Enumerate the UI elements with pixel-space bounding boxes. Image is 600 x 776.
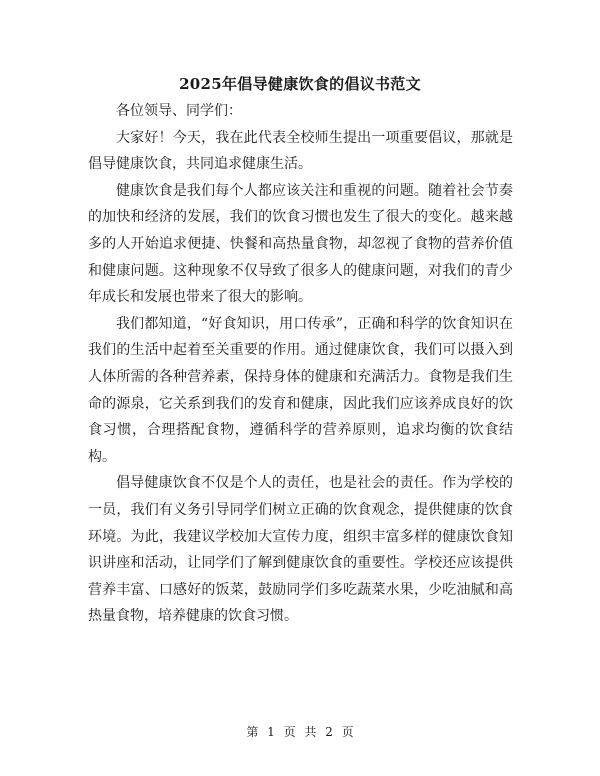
- body-paragraph: 我们都知道，“好食知识，用口传承”，正确和科学的饮食知识在我们的生活中起着至关重要的作用。通过健康饮食，我们可以摄入到人体所需的各种营养素，保持身体的健康和充满活力。食物是我们生命的源泉，它关系到我们的发育和健康，因此我们应该养成良好的饮食习惯，合理搭配食物，遵循科学的营养原则，追求均衡的饮食结构。: [88, 315, 513, 465]
- body-paragraph: 健康饮食是我们每个人都应该关注和重视的问题。随着社会节奏的加快和经济的发展，我们的饮食习惯也发生了很大的变化。越来越多的人开始追求便捷、快餐和高热量食物，却忽视了食物的营养价值和健康问题。这种现象不仅导致了很多人的健康问题，对我们的青少年成长和发展也带来了很大的影响。: [88, 182, 513, 306]
- document-title: 2025年倡导健康饮食的倡议书范文: [179, 75, 421, 93]
- document-body: [88, 98, 513, 630]
- greeting-paragraph: 大家好！今天，我在此代表全校师生提出一项重要倡议，那就是倡导健康饮食，共同追求健康生活。: [88, 129, 513, 173]
- body-paragraph: 倡导健康饮食不仅是个人的责任，也是社会的责任。作为学校的一员，我们有义务引导同学们树立正确的饮食观念，提供健康的饮食环境。为此，我建议学校加大宣传力度，组织丰富多样的健康饮食知识讲座和活动，让同学们了解到健康饮食的重要性。学校还应该提供营养丰富、口感好的饭菜，鼓励同学们多吃蔬菜水果，少吃油腻和高热量食物，培养健康的饮食习惯。: [88, 475, 513, 625]
- page-number-footer: 第 1 页 共 2 页: [246, 725, 354, 739]
- salutation-paragraph: 各位领导、同学们：: [116, 103, 242, 119]
